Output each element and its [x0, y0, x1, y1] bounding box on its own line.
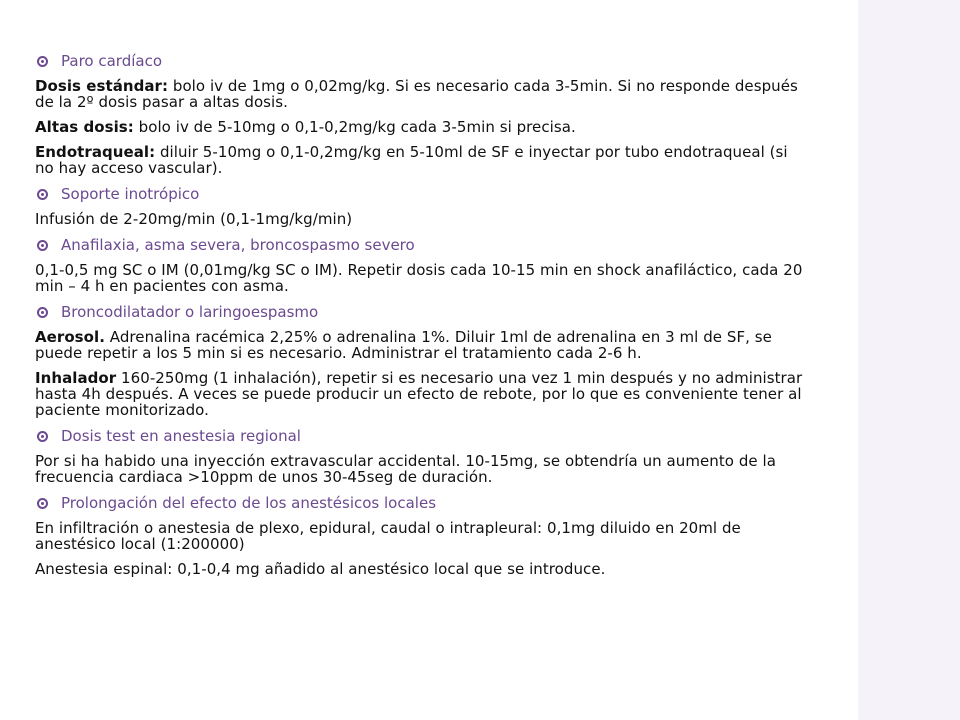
- bullet-icon: [37, 189, 48, 200]
- paragraph-text: bolo iv de 5-10mg o 0,1-0,2mg/kg cada 3-5min si precisa.: [133, 118, 576, 136]
- bullet-icon: [37, 56, 48, 67]
- bullet-icon: [37, 240, 48, 251]
- paragraph-text: En infiltración o anestesia de plexo, epidural, caudal o intrapleural: 0,1mg diluido en 20ml de anestésico local (1:200000): [35, 519, 741, 553]
- paragraph-text: Infusión de 2-20mg/min (0,1-1mg/kg/min): [35, 210, 353, 228]
- slide-content: [35, 52, 805, 586]
- decorative-side-panel: [858, 0, 960, 720]
- section-heading-broncodilatador: [35, 303, 805, 321]
- paragraph-label: Aerosol.: [35, 328, 105, 346]
- paragraph-label: Inhalador: [35, 369, 117, 387]
- paragraph-text: diluir 5-10mg o 0,1-0,2mg/kg en 5-10ml de SF e inyectar por tubo endotraqueal (si no hay acceso vascular).: [35, 143, 788, 177]
- section-heading-text: Prolongación del efecto de los anestésicos locales: [61, 494, 437, 512]
- paragraph-label: Dosis estándar:: [35, 77, 169, 95]
- section-heading-prolongacion: [35, 494, 805, 512]
- paragraph-label: Altas dosis:: [35, 118, 134, 136]
- paragraph-text: 160-250mg (1 inhalación), repetir si es necesario una vez 1 min después y no administrar hasta 4h después. A veces se puede producir un efecto de rebote, por lo que es conveniente tener al paciente monitorizado.: [35, 369, 803, 419]
- paragraph: [35, 329, 805, 361]
- paragraph-label: Endotraqueal:: [35, 143, 156, 161]
- paragraph: [35, 453, 805, 485]
- paragraph: [35, 520, 805, 552]
- paragraph-text: Adrenalina racémica 2,25% o adrenalina 1%. Diluir 1ml de adrenalina en 3 ml de SF, se puede repetir a los 5 min si es necesario. Administrar el tratamiento cada 2-6 h.: [35, 328, 772, 362]
- paragraph-text: Anestesia espinal: 0,1-0,4 mg añadido al anestésico local que se introduce.: [35, 560, 606, 578]
- paragraph: [35, 211, 805, 227]
- section-heading-text: Broncodilatador o laringoespasmo: [61, 303, 319, 321]
- section-heading-text: Soporte inotrópico: [61, 185, 200, 203]
- bullet-icon: [37, 431, 48, 442]
- section-heading-paro-cardiaco: [35, 52, 805, 70]
- paragraph: [35, 119, 805, 135]
- section-heading-text: Anafilaxia, asma severa, broncospasmo severo: [61, 236, 415, 254]
- paragraph: [35, 78, 805, 110]
- section-heading-dosis-test: [35, 427, 805, 445]
- paragraph-text: 0,1-0,5 mg SC o IM (0,01mg/kg SC o IM). Repetir dosis cada 10-15 min en shock anafiláctico, cada 20 min – 4 h en pacientes con asma.: [35, 261, 803, 295]
- paragraph: [35, 370, 805, 418]
- paragraph: [35, 144, 805, 176]
- bullet-icon: [37, 307, 48, 318]
- section-heading-anafilaxia: [35, 236, 805, 254]
- section-heading-text: Dosis test en anestesia regional: [61, 427, 301, 445]
- paragraph-text: bolo iv de 1mg o 0,02mg/kg. Si es necesario cada 3-5min. Si no responde después de la 2º dosis pasar a altas dosis.: [35, 77, 798, 111]
- paragraph: [35, 561, 805, 577]
- section-heading-text: Paro cardíaco: [61, 52, 162, 70]
- bullet-icon: [37, 498, 48, 509]
- paragraph-text: Por si ha habido una inyección extravascular accidental. 10-15mg, se obtendría un aumento de la frecuencia cardiaca >10ppm de unos 30-45seg de duración.: [35, 452, 776, 486]
- section-heading-soporte-inotropico: [35, 185, 805, 203]
- paragraph: [35, 262, 805, 294]
